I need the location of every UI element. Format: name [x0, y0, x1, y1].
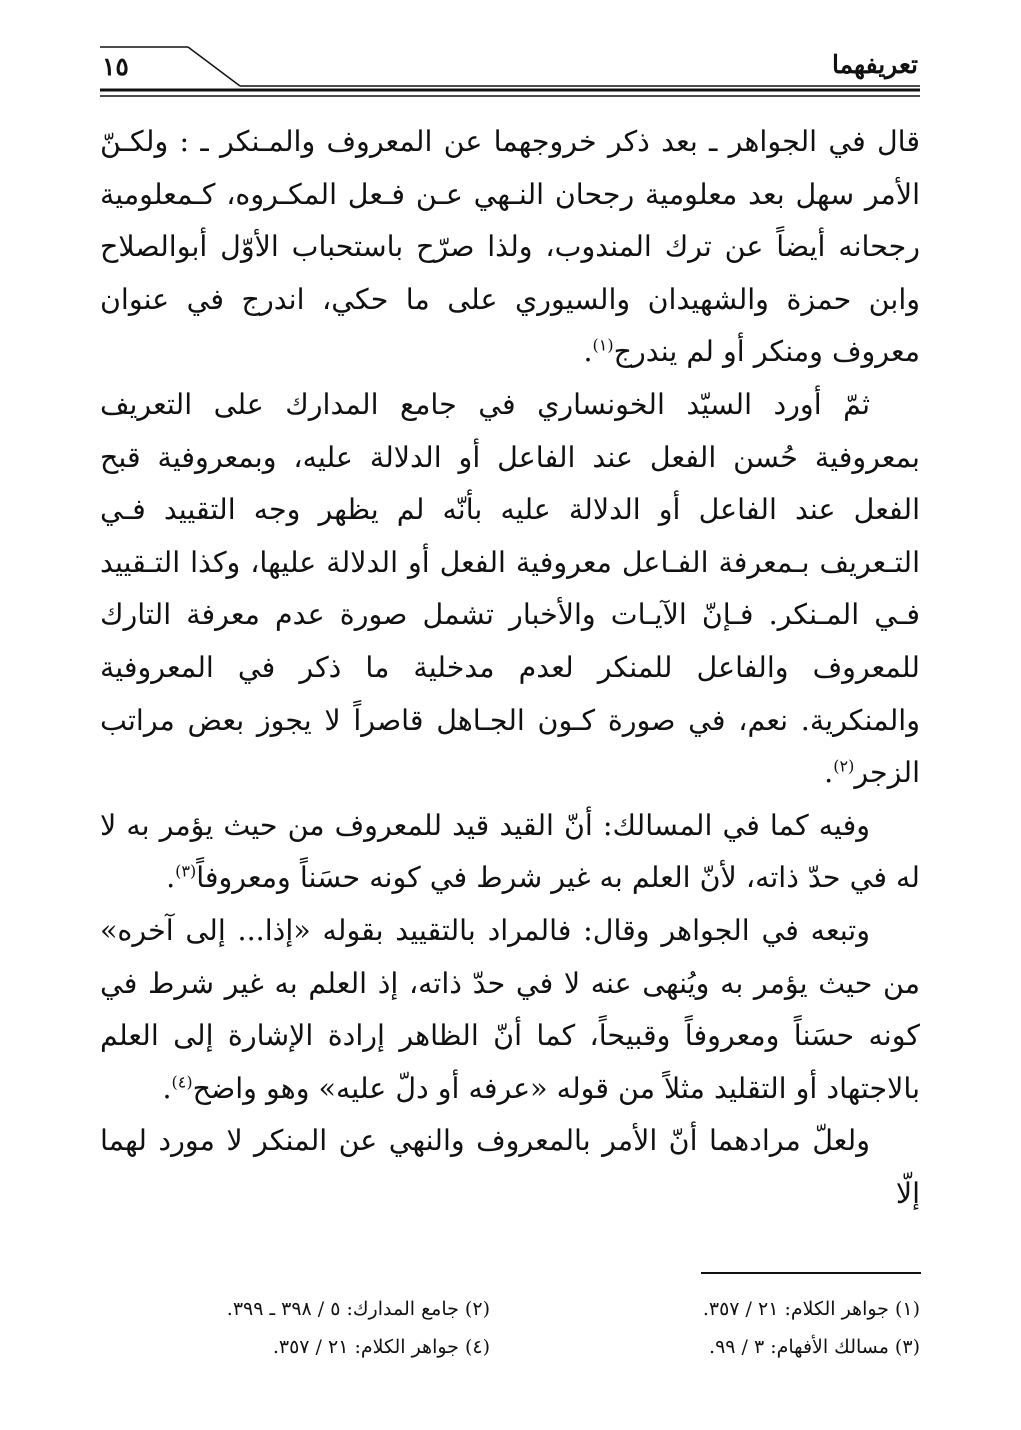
footnotes	[100, 1290, 920, 1366]
paragraph-2-text: ثمّ أورد السيّد الخونساري في جامع المدارك على التعريف بمعروفية حُسن الفعل عند الفاعل أو الدلالة عليه، وبمعروفية قبح الفعل عند الفاعل أو الدلالة عليه بأنّه لم يظهر وجه التقييد فـي التـعريف بـمعرفة الفـاعل معروفية الفعل أو الدلالة عليها، وكذا التـقييد فـي المـنكر. فـإنّ الآيـات والأخبار تشمل صورة عدم معرفة التارك للمعروف والفاعل للمنكر لعدم مدخلية ما ذكر في المعروفية والمنكرية. نعم، في صورة كـون الجـاهل قاصراً لا يجوز بعض مراتب الزجر	[100, 387, 920, 790]
chapter-title: تعريفهما	[831, 50, 918, 79]
main-text	[100, 116, 920, 1220]
footnote-2: (٢) جامع المدارك: ٥ / ٣٩٨ ـ ٣٩٩.	[226, 1298, 490, 1320]
page-number: ١٥	[102, 52, 129, 81]
paragraph-4-end: .	[162, 1071, 172, 1105]
footnote-ref-3: (٣)	[175, 861, 197, 881]
paragraph-5-text: ولعلّ مرادهما أنّ الأمر بالمعروف والنهي عن المنكر لا مورد لهما إلّا	[100, 1124, 920, 1210]
footnote-ref-1: (١)	[592, 335, 614, 355]
paragraph-1-text: قال في الجواهر ـ بعد ذكر خروجهما عن المعروف والمـنكر ـ : ولكـنّ الأمر سهل بعد معلومية رجحان النـهي عـن فـعل المكـروه، كـمعلومية رجحانه أيضاً عن ترك المندوب، ولذا صرّح باستحباب الأوّل أبوالصلاح وابن حمزة والشهيدان والسيوري على ما حكي، اندرج في عنوان معروف ومنكر أو لم يندرج	[100, 125, 920, 369]
paragraph-2-end: .	[824, 756, 834, 790]
footnote-row	[100, 1328, 920, 1366]
running-header	[100, 40, 920, 100]
footnote-3: (٣) مسالك الأفهام: ٣ / ٩٩.	[709, 1336, 920, 1358]
header-rule-graphic	[100, 40, 920, 100]
paragraph-4-text: وتبعه في الجواهر وقال: فالمراد بالتقييد بقوله «إذا... إلى آخره» من حيث يؤمر به ويُنهى عنه لا في حدّ ذاته، إذ العلم به غير شرط في كونه حسَناً ومعروفاً وقبيحاً، كما أنّ الظاهر إرادة الإشارة إلى العلم بالاجتهاد أو التقليد مثلاً من قوله «عرفه أو دلّ عليه» وهو واضح	[100, 913, 920, 1105]
paragraph-4	[100, 905, 920, 1115]
footnote-row	[100, 1290, 920, 1328]
footnote-separator	[701, 1272, 921, 1274]
paragraph-1	[100, 116, 920, 379]
paragraph-3	[100, 800, 920, 905]
paragraph-1-end: .	[583, 335, 593, 369]
paragraph-2	[100, 379, 920, 800]
paragraph-3-end: .	[166, 861, 176, 895]
footnote-1: (١) جواهر الكلام: ٢١ / ٣٥٧.	[702, 1298, 920, 1320]
paragraph-5	[100, 1115, 920, 1220]
paragraph-3-text: وفيه كما في المسالك: أنّ القيد قيد للمعروف من حيث يؤمر به لا له في حدّ ذاته، لأنّ العلم به غير شرط في كونه حسَناً ومعروفاً	[100, 808, 920, 895]
footnote-4: (٤) جواهر الكلام: ٢١ / ٣٥٧.	[272, 1336, 490, 1358]
footnote-ref-2: (٢)	[833, 756, 855, 776]
footnote-ref-4: (٤)	[171, 1072, 193, 1092]
